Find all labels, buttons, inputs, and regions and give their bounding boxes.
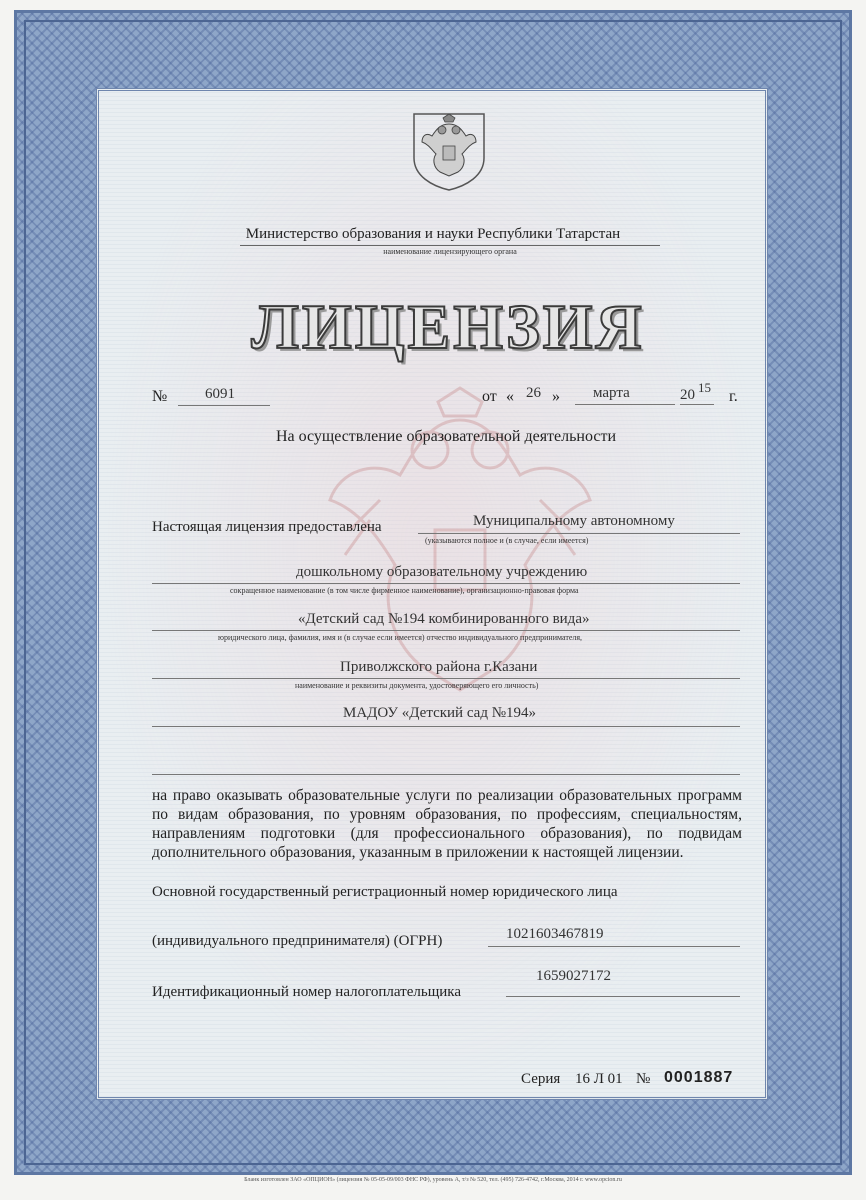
date-month: марта: [593, 385, 630, 401]
series-number-label: №: [636, 1071, 651, 1087]
license-number: 6091: [205, 386, 235, 402]
ministry-name: Министерство образования и науки Республики Татарстан: [245, 226, 621, 242]
number-underline: [178, 405, 270, 406]
holder-line-1: Муниципальному автономному: [473, 513, 675, 529]
ministry-hint: наименование лицензирующего органа: [383, 247, 517, 256]
series-label: Серия: [521, 1071, 561, 1087]
holder-line-3: «Детский сад №194 комбинированного вида»: [298, 611, 590, 627]
ogrn-underline: [488, 946, 740, 947]
holder-hint-4: наименование и реквизиты документа, удостоверяющего его личность): [295, 681, 539, 690]
date-year-prefix: 20: [680, 387, 695, 403]
inn-label: Идентификационный номер налогоплательщика: [152, 984, 462, 1000]
date-open-quote: «: [506, 388, 514, 405]
holder-underline-4: [152, 678, 740, 679]
number-label: №: [152, 388, 168, 405]
date-year-suffix: 15: [698, 380, 711, 395]
granted-label: Настоящая лицензия предоставлена: [152, 519, 382, 535]
license-purpose: На осуществление образовательной деятельности: [275, 428, 617, 445]
holder-hint-3: юридического лица, фамилия, имя и (в случае если имеется) отчество индивидуального предпринимателя,: [218, 633, 583, 642]
ministry-underline: [240, 245, 660, 246]
holder-hint-1: (указываются полное и (в случае, если имеется): [425, 536, 589, 545]
ogrn-value: 1021603467819: [506, 926, 604, 942]
ogrn-label-line1: Основной государственный регистрационный номер юридического лица: [152, 884, 618, 900]
series-number: 0001887: [664, 1069, 734, 1086]
coat-of-arms-emblem: [410, 110, 488, 192]
document-title: ЛИЦЕНЗИЯ: [251, 291, 645, 362]
date-year-label: г.: [729, 388, 738, 405]
holder-hint-2: сокращенное наименование (в том числе фирменное наименование), организационно-правовая форма: [230, 586, 579, 595]
inn-value: 1659027172: [536, 968, 611, 984]
holder-underline-1: [418, 533, 740, 534]
holder-line-5: МАДОУ «Детский сад №194»: [343, 705, 537, 721]
date-from-label: от: [482, 388, 497, 405]
date-close-quote: »: [552, 388, 560, 405]
rights-paragraph: на право оказывать образовательные услуги по реализации образовательных программ по видам образования, по уровням образования, по профессиям, специальностям, направлениям подготовки (для профессионального образования), по подвидам дополнительного образования, указанным в приложении к настоящей лицензии.: [152, 787, 742, 861]
holder-line-4: Приволжского района г.Казани: [340, 659, 538, 675]
holder-underline-2: [152, 583, 740, 584]
year-underline: [680, 404, 714, 405]
holder-line-2: дошкольному образовательному учреждению: [296, 564, 588, 580]
inn-underline: [506, 996, 740, 997]
holder-underline-3: [152, 630, 740, 631]
series-value: 16 Л 01: [575, 1071, 623, 1087]
holder-underline-6: [152, 774, 740, 775]
month-underline: [575, 404, 675, 405]
holder-underline-5: [152, 726, 740, 727]
print-footer: Бланк изготовлен ЗАО «ОПЦИОН» (лицензия № 05-05-09/003 ФНС РФ), уровень А, т/з № 520, тел. (495) 726-4742, г.Москва, 2014 г. www.opcion.ru: [244, 1177, 622, 1183]
ogrn-label-line2: (индивидуального предпринимателя) (ОГРН): [152, 933, 443, 949]
date-day: 26: [526, 385, 541, 401]
